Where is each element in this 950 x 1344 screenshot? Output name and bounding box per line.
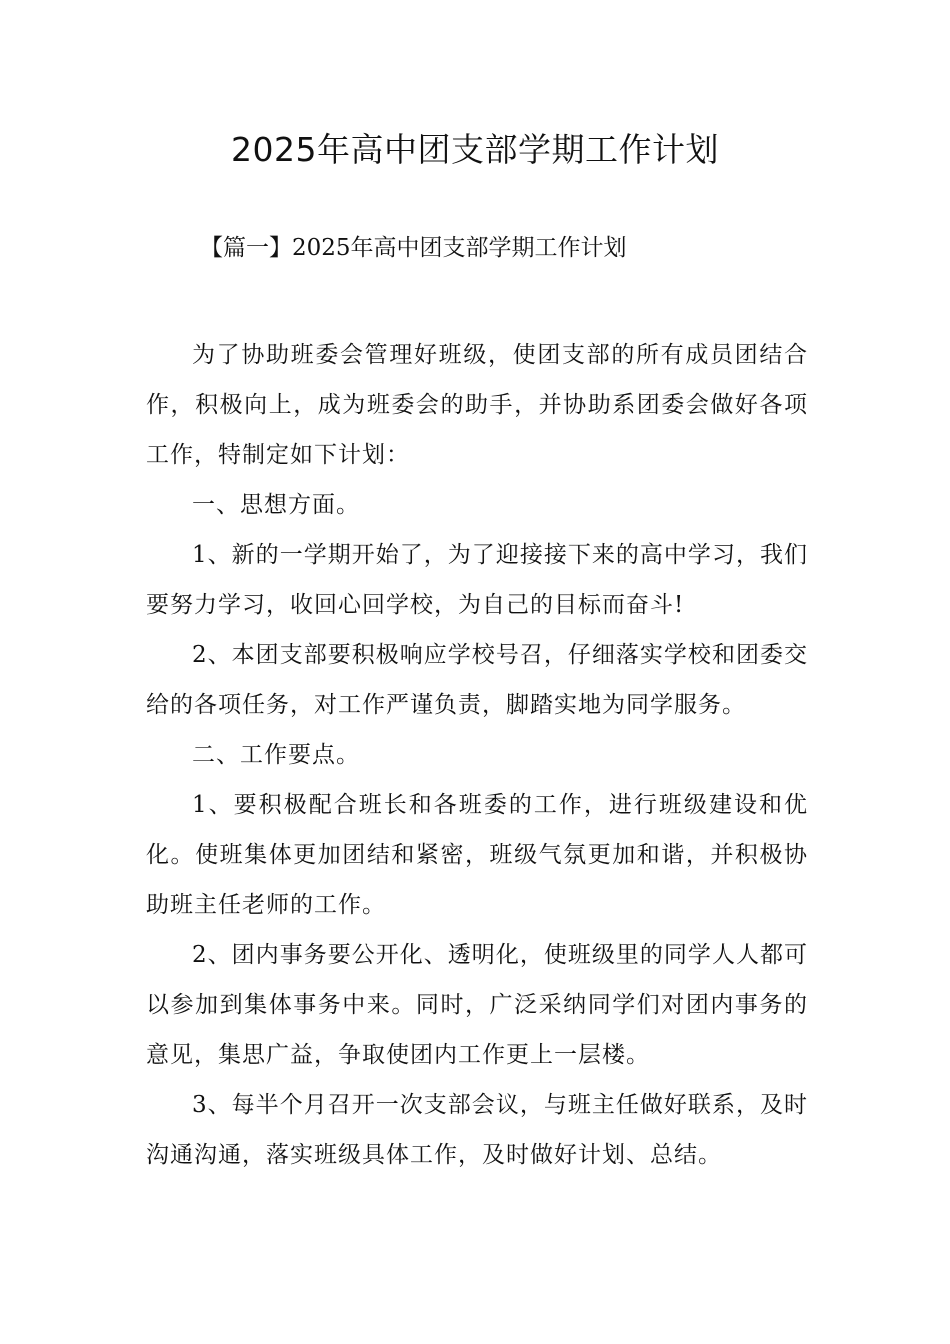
paragraph-thought-2: 2、本团支部要积极响应学校号召，仔细落实学校和团委交给的各项任务，对工作严谨负责，脚踏实地为同学服务。 bbox=[146, 642, 808, 718]
document-body bbox=[146, 330, 808, 1180]
paragraph-intro: 为了协助班委会管理好班级，使团支部的所有成员团结合作，积极向上，成为班委会的助手，并协助系团委会做好各项工作，特制定如下计划： bbox=[146, 342, 808, 468]
paragraph-thought-1: 1、新的一学期开始了，为了迎接接下来的高中学习，我们要努力学习，收回心回学校，为自己的目标而奋斗! bbox=[146, 542, 808, 618]
paragraph-heading-thought: 一、思想方面。 bbox=[192, 492, 360, 518]
paragraph-work-2: 2、团内事务要公开化、透明化，使班级里的同学人人都可以参加到集体事务中来。同时，广泛采纳同学们对团内事务的意见，集思广益，争取使团内工作更上一层楼。 bbox=[146, 942, 808, 1068]
paragraph-work-1: 1、要积极配合班长和各班委的工作，进行班级建设和优化。使班集体更加团结和紧密，班级气氛更加和谐，并积极协助班主任老师的工作。 bbox=[146, 792, 808, 918]
document-title: 2025年高中团支部学期工作计划 bbox=[231, 130, 719, 169]
paragraph-heading-work: 二、工作要点。 bbox=[192, 742, 360, 768]
paragraph-work-3: 3、每半个月召开一次支部会议，与班主任做好联系，及时沟通沟通，落实班级具体工作，及时做好计划、总结。 bbox=[146, 1092, 808, 1168]
section-heading: 【篇一】2025年高中团支部学期工作计划 bbox=[200, 235, 627, 261]
